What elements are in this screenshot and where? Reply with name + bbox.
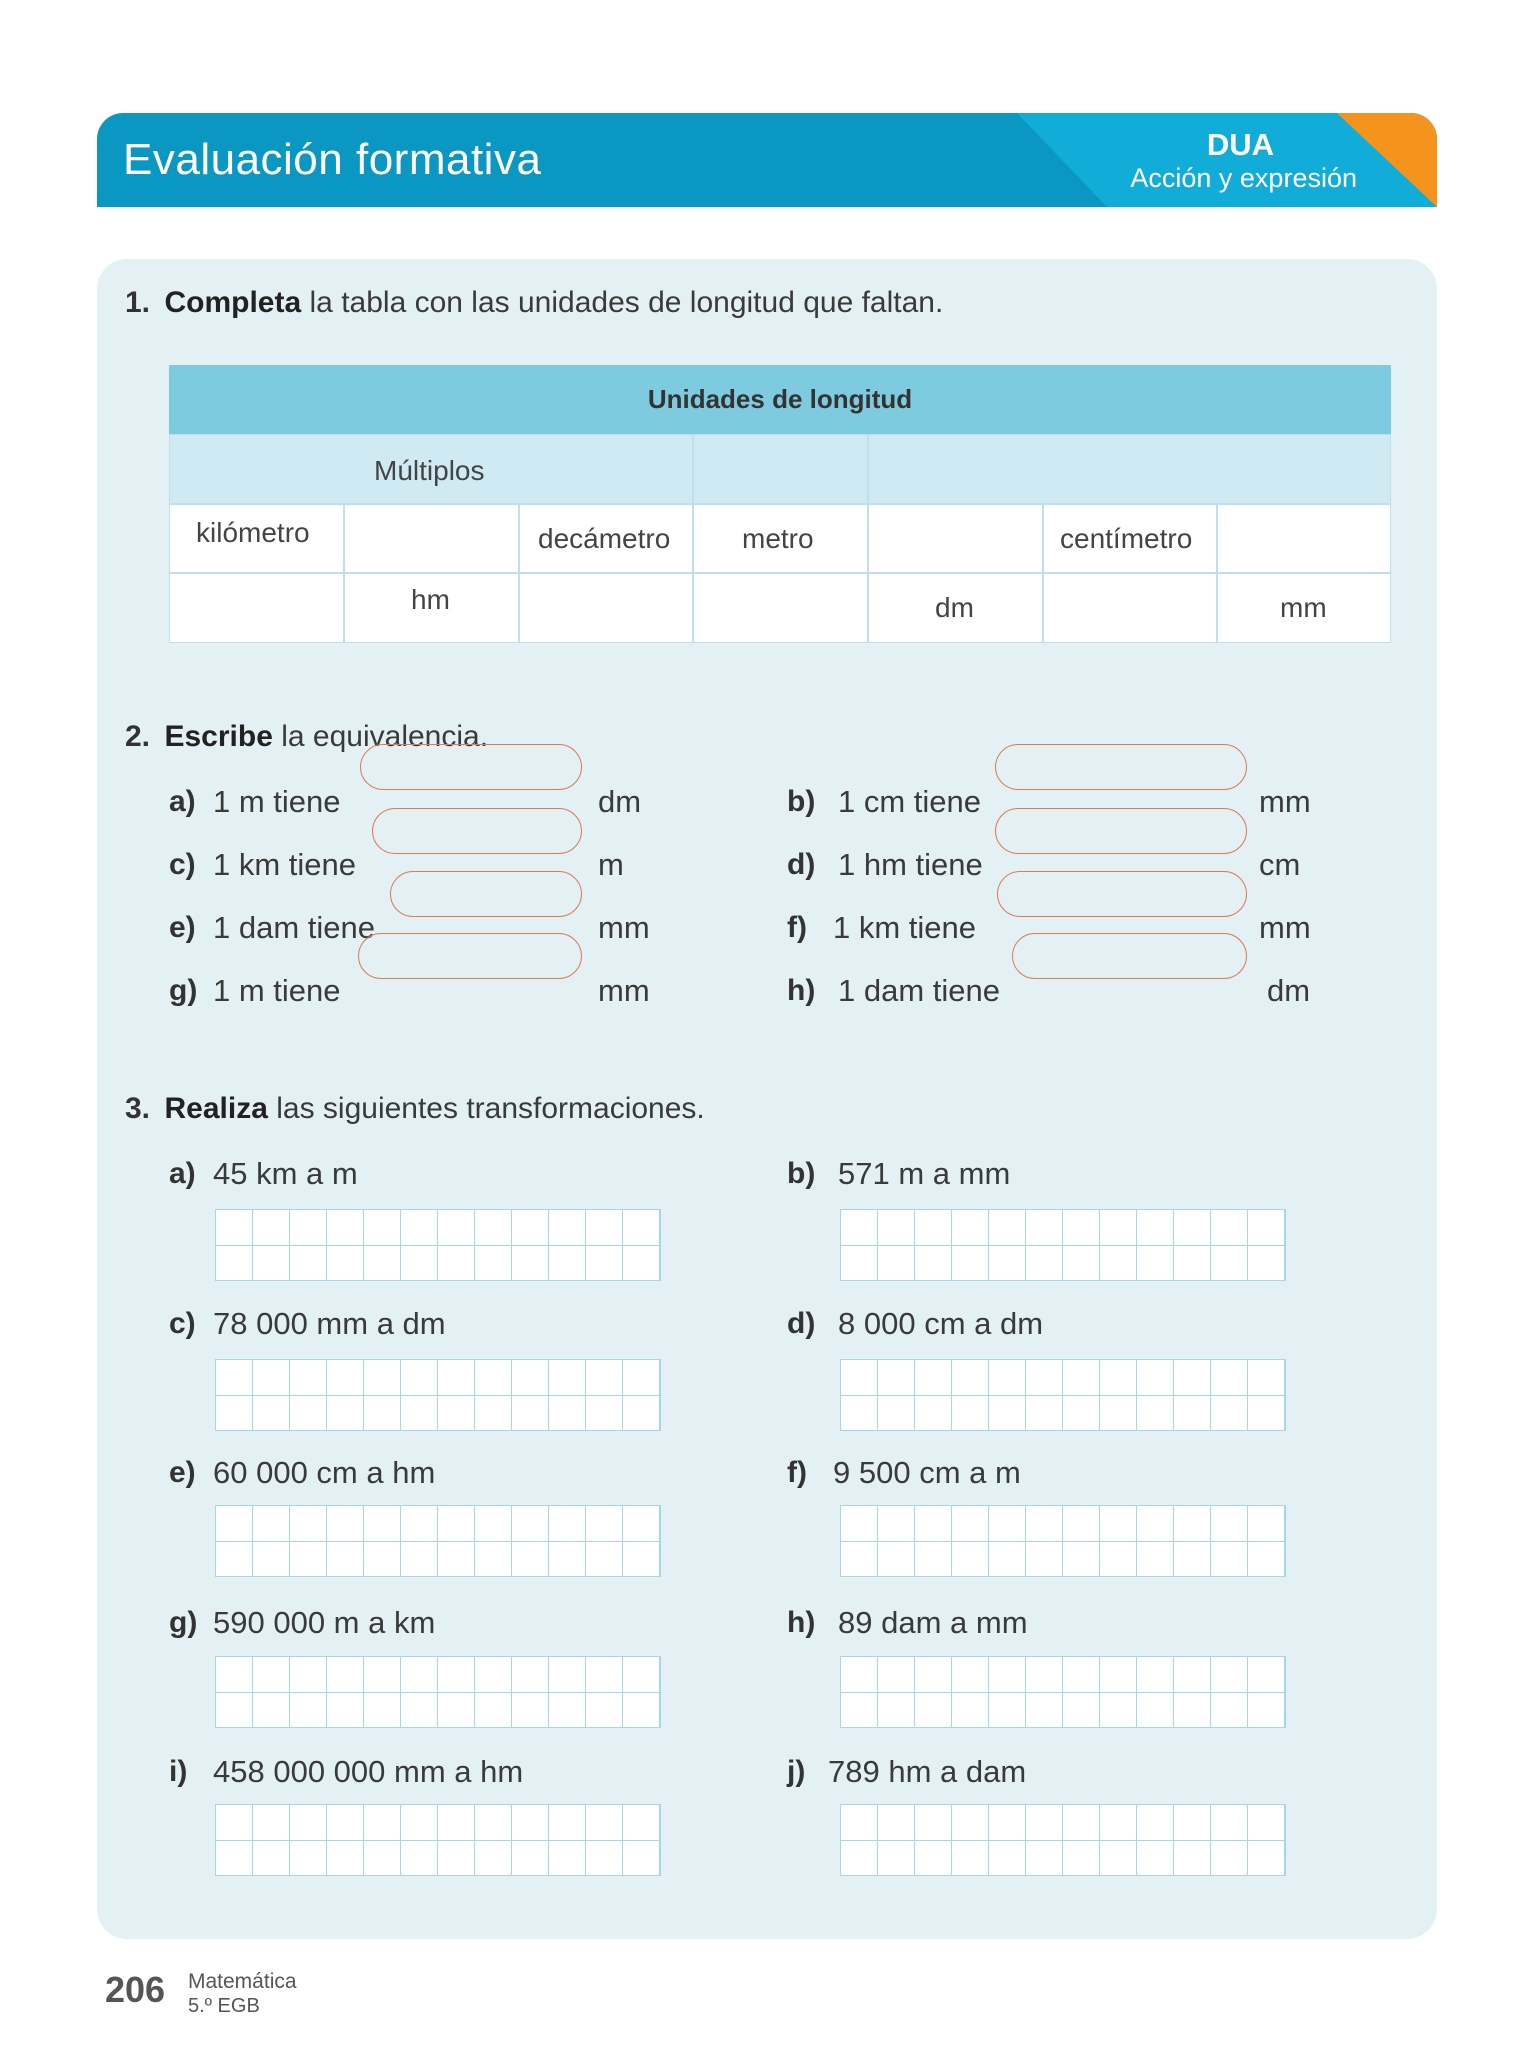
question-number: 3. — [125, 1092, 151, 1125]
table-cell[interactable] — [519, 573, 693, 643]
table-cell[interactable]: metro — [693, 504, 868, 573]
item-unit: mm — [1259, 910, 1311, 945]
item-label: d) — [787, 1307, 816, 1340]
answer-grid[interactable] — [840, 1804, 1286, 1876]
item-label: g) — [169, 974, 198, 1007]
table-cell[interactable]: dm — [868, 573, 1043, 643]
item-label: a) — [169, 785, 196, 818]
answer-field[interactable] — [372, 808, 582, 854]
item-label: b) — [787, 785, 816, 818]
question-verb: Completa — [164, 286, 302, 319]
answer-grid[interactable] — [215, 1209, 661, 1281]
item-label: b) — [787, 1157, 816, 1190]
answer-field[interactable] — [995, 808, 1247, 854]
question-verb: Realiza — [164, 1092, 268, 1125]
item-label: c) — [169, 848, 196, 881]
item-text: 1 m tiene — [213, 784, 341, 819]
dua-title: DUA — [1206, 127, 1274, 162]
item-unit: dm — [598, 784, 642, 819]
item-label: i) — [169, 1755, 188, 1788]
footer-subject: Matemática — [188, 1970, 297, 1993]
table-cell[interactable]: decámetro — [519, 504, 693, 573]
answer-grid[interactable] — [840, 1656, 1286, 1728]
item-text: 89 dam a mm — [838, 1605, 1028, 1640]
item-text: 1 cm tiene — [838, 784, 982, 819]
table-cell[interactable]: mm — [1217, 573, 1391, 643]
item-text: 9 500 cm a m — [833, 1455, 1021, 1490]
table-cell[interactable] — [693, 573, 868, 643]
item-unit: mm — [598, 910, 650, 945]
answer-field[interactable] — [358, 933, 582, 979]
item-unit: mm — [598, 973, 650, 1008]
item-text: 571 m a mm — [838, 1156, 1011, 1191]
item-text: 78 000 mm a dm — [213, 1306, 446, 1341]
answer-field[interactable] — [1012, 933, 1247, 979]
answer-grid[interactable] — [840, 1209, 1286, 1281]
answer-field[interactable] — [390, 871, 582, 917]
item-text: 1 dam tiene — [213, 910, 375, 945]
item-label: d) — [787, 848, 816, 881]
item-label: e) — [169, 911, 196, 944]
page-title: Evaluación formativa — [123, 135, 542, 184]
item-text: 45 km a m — [213, 1156, 358, 1191]
answer-grid[interactable] — [840, 1505, 1286, 1577]
question-text: las siguientes transformaciones. — [276, 1092, 705, 1125]
question-number: 2. — [125, 720, 151, 753]
item-text: 1 km tiene — [213, 847, 357, 882]
question-3 — [125, 1092, 705, 1126]
item-unit: mm — [1259, 784, 1311, 819]
table-cell[interactable] — [344, 504, 519, 573]
question-number: 1. — [125, 286, 151, 319]
item-label: g) — [169, 1606, 198, 1639]
item-text: 458 000 000 mm a hm — [213, 1754, 524, 1789]
header-banner — [97, 113, 1437, 207]
table-cell[interactable]: hm — [344, 573, 519, 643]
item-unit: dm — [1267, 973, 1311, 1008]
answer-field[interactable] — [995, 744, 1247, 790]
table-cell[interactable] — [868, 504, 1043, 573]
table-cell[interactable] — [1217, 504, 1391, 573]
page-number: 206 — [105, 1969, 166, 2010]
item-label: f) — [787, 911, 807, 944]
table-cell[interactable] — [169, 573, 344, 643]
item-label: j) — [787, 1755, 806, 1788]
table-title: Unidades de longitud — [169, 365, 1391, 434]
item-label: c) — [169, 1307, 196, 1340]
answer-grid[interactable] — [215, 1359, 661, 1431]
item-text: 1 hm tiene — [838, 847, 983, 882]
answer-grid[interactable] — [215, 1804, 661, 1876]
item-text: 789 hm a dam — [828, 1754, 1027, 1789]
question-text: la equivalencia. — [281, 720, 489, 753]
item-text: 590 000 m a km — [213, 1605, 436, 1640]
base-unit-header — [693, 434, 868, 504]
item-label: h) — [787, 974, 816, 1007]
answer-grid[interactable] — [840, 1359, 1286, 1431]
units-table — [169, 365, 1391, 643]
item-text: 1 dam tiene — [838, 973, 1000, 1008]
answer-field[interactable] — [360, 744, 582, 790]
item-text: 1 m tiene — [213, 973, 341, 1008]
item-label: f) — [787, 1456, 807, 1489]
table-cell[interactable]: kilómetro — [169, 504, 344, 573]
item-unit: cm — [1259, 847, 1301, 882]
question-verb: Escribe — [164, 720, 273, 753]
dua-subtitle: Acción y expresión — [1130, 163, 1357, 193]
item-label: e) — [169, 1456, 196, 1489]
item-text: 60 000 cm a hm — [213, 1455, 436, 1490]
question-text: la tabla con las unidades de longitud que faltan. — [309, 286, 944, 319]
footer-grade: 5.º EGB — [188, 1995, 260, 2017]
item-text: 8 000 cm a dm — [838, 1306, 1044, 1341]
item-label: h) — [787, 1606, 816, 1639]
multiples-header: Múltiplos — [169, 434, 693, 504]
table-cell[interactable] — [1043, 573, 1217, 643]
table-cell[interactable]: centímetro — [1043, 504, 1217, 573]
item-text: 1 km tiene — [833, 910, 977, 945]
item-unit: m — [598, 847, 624, 882]
answer-grid[interactable] — [215, 1505, 661, 1577]
item-label: a) — [169, 1157, 196, 1190]
answer-field[interactable] — [997, 871, 1247, 917]
question-1 — [125, 286, 943, 320]
answer-grid[interactable] — [215, 1656, 661, 1728]
submultiples-header — [868, 434, 1391, 504]
